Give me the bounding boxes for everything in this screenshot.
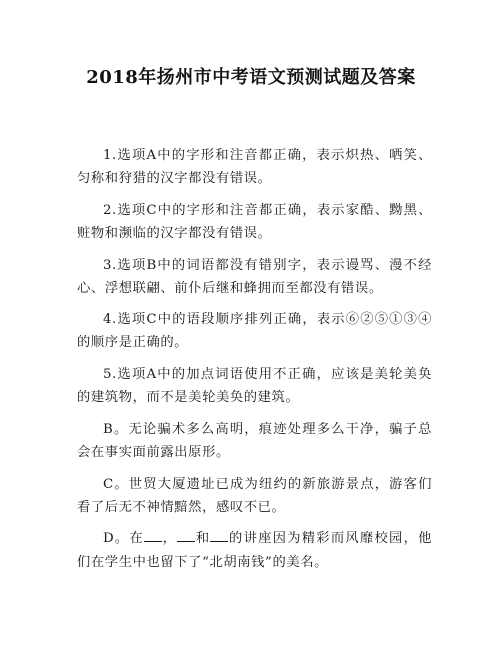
fill-blank-2 <box>177 528 195 542</box>
fill-blank-3 <box>210 528 228 542</box>
paragraph-4: 4.选项C中的语段顺序排列正确，表示⑥②⑤①③④的顺序是正确的。 <box>77 312 432 351</box>
paragraph-8-rest: 的讲座因为精彩而风靡校园，他们在学生中也留下了“北胡南钱”的美名。 <box>77 531 433 570</box>
paragraph-6: B。无论骗术多么高明，痕迹处理多么干净，骗子总会在事实面前露出原形。 <box>77 421 432 460</box>
paragraph-3: 3.选项B中的词语都没有错别字，表示谩骂、漫不经心、浮想联翩、前仆后继和蜂拥而至都没有错误。 <box>77 257 432 296</box>
paragraph-8-sep1: ， <box>162 531 178 547</box>
document-body <box>77 144 432 582</box>
paragraph-8 <box>77 527 432 573</box>
page-title: 2018年扬州市中考语文预测试题及答案 <box>86 67 416 88</box>
paragraph-8-prefix: D。在 <box>103 531 144 547</box>
paragraph-7: C。世贸大厦遗址已成为纽约的新旅游景点，游客们看了后无不神情黯然，感叹不已。 <box>77 476 432 515</box>
paragraph-1: 1.选项A中的字形和注音都正确，表示炽热、哂笑、匀称和狩猎的汉字都没有错误。 <box>77 148 432 187</box>
paragraph-5: 5.选项A中的加点词语使用不正确，应该是美轮美奂的建筑物，而不是美轮美奂的建筑。 <box>77 367 432 406</box>
paragraph-2: 2.选项C中的字形和注音都正确，表示家酷、黝黑、赃物和濒临的汉字都没有错误。 <box>77 202 432 241</box>
fill-blank-1 <box>144 528 162 542</box>
paragraph-8-sep2: 和 <box>195 531 211 547</box>
